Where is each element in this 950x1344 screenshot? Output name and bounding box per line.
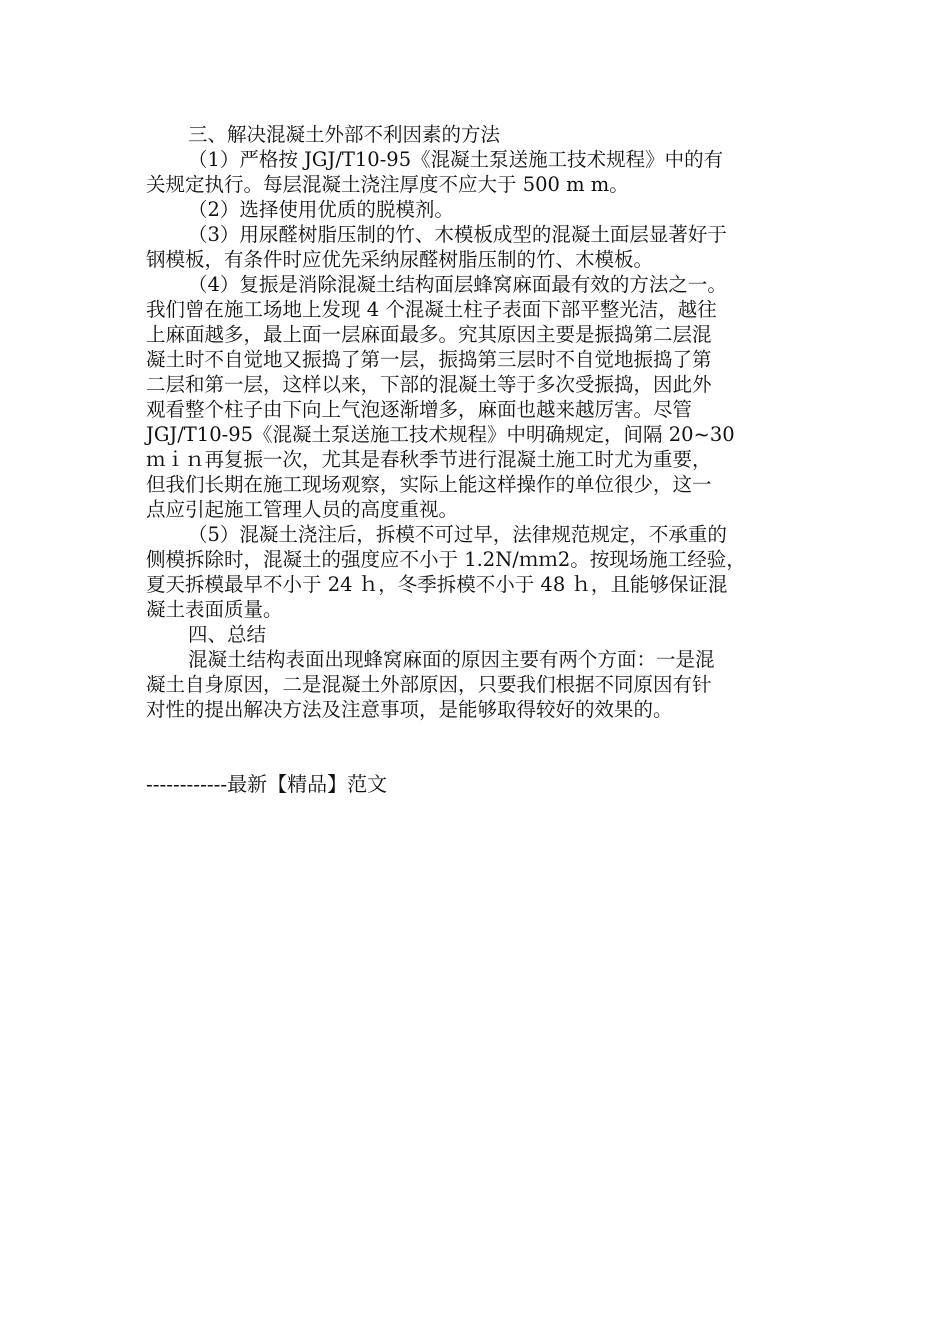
footer-tagline: ------------最新【精品】范文 — [146, 772, 388, 796]
paragraph-line: 凝土自身原因，二是混凝土外部原因，只要我们根据不同原因有针 — [146, 673, 712, 696]
document-body — [146, 122, 816, 722]
paragraph-line: 关规定执行。每层混凝土浇注厚度不应大于 500 m m。 — [146, 173, 629, 196]
paragraph-line: 对性的提出解决方法及注意事项，是能够取得较好的效果的。 — [146, 698, 673, 721]
paragraph-line: ｍｉｎ再复振一次，尤其是春秋季节进行混凝土施工时尤为重要， — [146, 448, 712, 471]
paragraph-line: 凝土时不自觉地又振捣了第一层，振捣第三层时不自觉地振捣了第 — [146, 348, 712, 371]
paragraph-line: （1）严格按 JGJ/T10-95《混凝土泵送施工技术规程》中的有 — [188, 148, 724, 171]
section-heading-3: 三、解决混凝土外部不利因素的方法 — [188, 123, 501, 146]
paragraph-line: （2）选择使用优质的脱模剂。 — [188, 198, 454, 221]
paragraph-line: 点应引起施工管理人员的高度重视。 — [146, 498, 459, 521]
paragraph-line: JGJ/T10-95《混凝土泵送施工技术规程》中明确规定，间隔 20~30 — [146, 423, 735, 446]
paragraph-line: 上麻面越多，最上面一层麻面最多。究其原因主要是振捣第二层混 — [146, 323, 712, 346]
section-heading-4: 四、总结 — [188, 623, 267, 646]
paragraph-line: 侧模拆除时，混凝土的强度应不小于 1.2N/ｍｍ2。按现场施工经验， — [146, 548, 746, 571]
paragraph-line: 我们曾在施工场地上发现 4 个混凝土柱子表面下部平整光洁，越往 — [146, 298, 717, 321]
paragraph-line: 凝土表面质量。 — [146, 598, 283, 621]
paragraph-line: 观看整个柱子由下向上气泡逐渐增多，麻面也越来越厉害。尽管 — [146, 398, 693, 421]
paragraph-line: 钢模板，有条件时应优先采纳尿醛树脂压制的竹、木模板。 — [146, 248, 654, 271]
paragraph-line: 混凝土结构表面出现蜂窝麻面的原因主要有两个方面：一是混 — [188, 648, 715, 671]
paragraph-line: 二层和第一层，这样以来，下部的混凝土等于多次受振捣，因此外 — [146, 373, 712, 396]
paragraph-line: （5）混凝土浇注后，拆模不可过早，法律规范规定，不承重的 — [188, 523, 727, 546]
paragraph-line: 夏天拆模最早不小于 24 ｈ，冬季拆模不小于 48 ｈ，且能够保证混 — [146, 573, 728, 596]
paragraph-line: 但我们长期在施工现场观察，实际上能这样操作的单位很少，这一 — [146, 473, 712, 496]
paragraph-line: （3）用尿醛树脂压制的竹、木模板成型的混凝土面层显著好于 — [188, 223, 727, 246]
paragraph-line: （4）复振是消除混凝土结构面层蜂窝麻面最有效的方法之一。 — [188, 273, 727, 296]
